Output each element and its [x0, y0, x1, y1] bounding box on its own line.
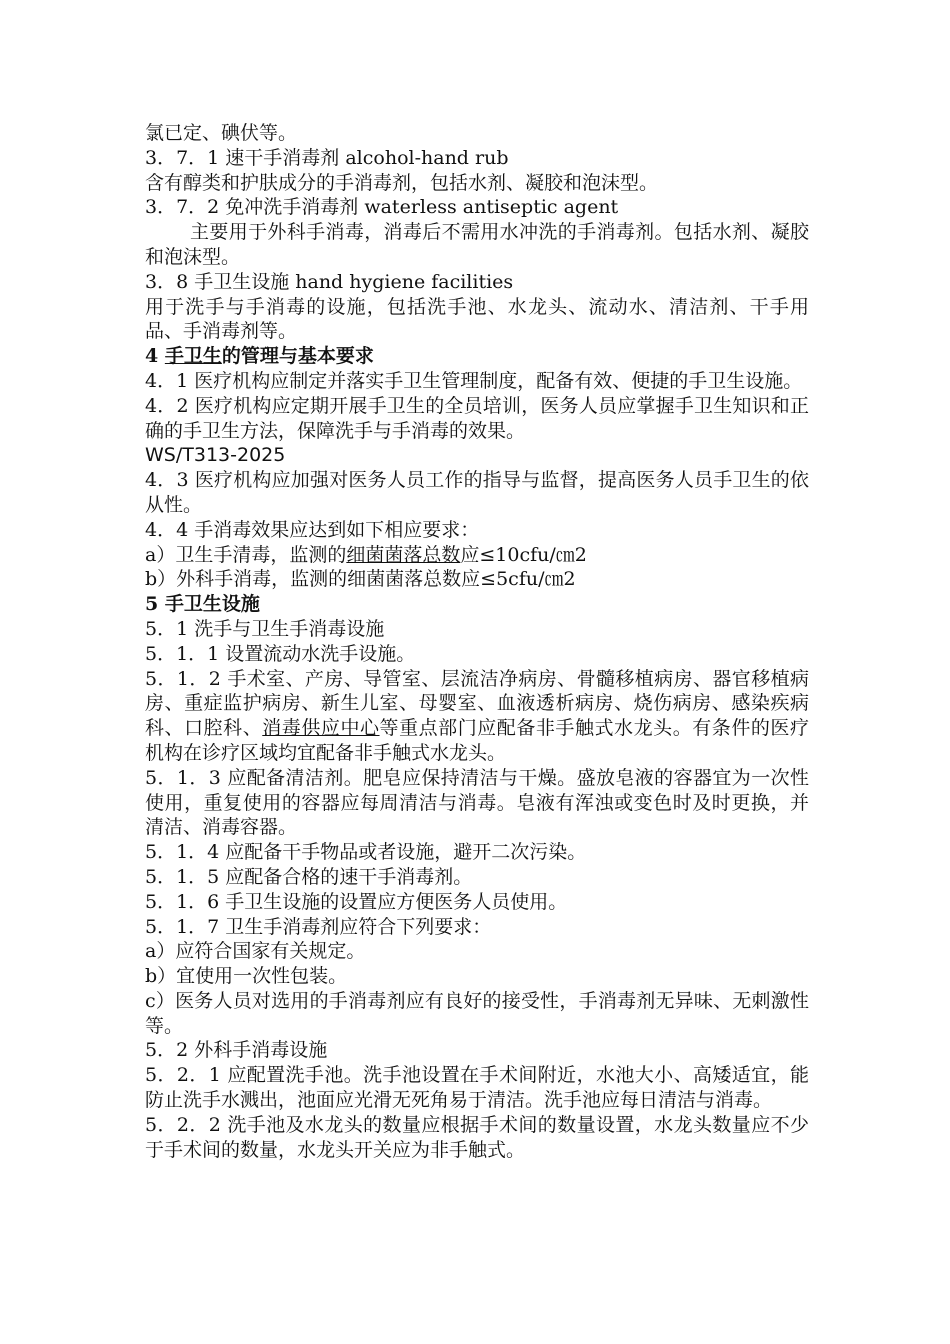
paragraph: 5．2．1 应配置洗手池。洗手池设置在手术间附近，水池大小、高矮适宜，能防止洗手水溅出，池面应光滑无死角易于清洁。洗手池应每日清洁与消毒。 — [145, 1064, 809, 1112]
paragraph: 5．1．7 卫生手消毒剂应符合下列要求： — [145, 915, 492, 938]
hand-hygiene-link[interactable]: 手卫生 — [164, 345, 222, 368]
disinfection-center-link[interactable]: 消毒供应中心 — [262, 717, 380, 740]
paragraph: 5．1．5 应配备合格的速干手消毒剂。 — [145, 865, 473, 888]
list-item: c）医务人员对选用的手消毒剂应有良好的接受性，手消毒剂无异味、无刺激性等。 — [145, 989, 809, 1037]
paragraph: 4．3 医疗机构应加强对医务人员工作的指导与监督，提高医务人员手卫生的依从性。 — [145, 469, 809, 516]
requirement-item-b: b）外科手消毒，监测的细菌菌落总数应≤5cfu/㎝2 — [145, 568, 576, 591]
item-text: 应≤10cfu/㎝2 — [460, 543, 587, 566]
list-item: b）宜使用一次性包装。 — [145, 965, 348, 988]
subsection-heading: 5．1 洗手与卫生手消毒设施 — [145, 617, 385, 640]
item-text: a）卫生手清毒，监测的 — [145, 543, 347, 566]
list-item: a）应符合国家有关规定。 — [145, 940, 366, 963]
paragraph: 5．1．1 设置流动水洗手设施。 — [145, 642, 416, 665]
section-title-rest: 的管理与基本要求 — [221, 345, 374, 368]
bacterial-colony-link[interactable]: 细菌菌落总数 — [346, 543, 461, 566]
paragraph: 主要用于外科手消毒，消毒后不需用水冲洗的手消毒剂。包括水剂、凝胶和泡沫型。 — [145, 221, 809, 268]
paragraph: 4．2 医疗机构应定期开展手卫生的全员培训，医务人员应掌握手卫生知识和正确的手卫生方法，保障洗手与手消毒的效果。 — [145, 394, 809, 442]
paragraph: 用于洗手与手消毒的设施，包括洗手池、水龙头、流动水、清洁剂、干手用品、手消毒剂等。 — [145, 295, 809, 343]
paragraph: 氯已定、碘伏等。 — [145, 122, 298, 144]
paragraph: 4．4 手消毒效果应达到如下相应要求： — [145, 518, 480, 541]
subsection-heading: 5．2 外科手消毒设施 — [145, 1039, 328, 1062]
paragraph: 4．1 医疗机构应制定并落实手卫生管理制度，配备有效、便捷的手卫生设施。 — [145, 369, 803, 392]
paragraph: 5．1．3 应配备清洁剂。肥皂应保持清洁与干燥。盛放皂液的容器宜为一次性使用，重复使用的容器应每周清洁与消毒。皂液有浑浊或变色时及时更换，并清洁、消毒容器。 — [145, 766, 809, 839]
paragraph: 5．2．2 洗手池及水龙头的数量应根据手术间的数量设置，水龙头数量应不少于手术间的数量，水龙头开关应为非手触式。 — [145, 1113, 809, 1161]
section-heading-5: 5 手卫生设施 — [145, 593, 260, 616]
document-page — [145, 121, 809, 1162]
clause-heading: 3．7．1 速干手消毒剂 alcohol-hand rub — [145, 146, 509, 169]
paragraph: 5．1．6 手卫生设施的设置应方便医务人员使用。 — [145, 890, 568, 913]
clause-heading: 3．8 手卫生设施 hand hygiene facilities — [145, 270, 514, 293]
requirement-item-a — [145, 543, 809, 568]
paragraph: 5．1．4 应配备干手物品或者设施，避开二次污染。 — [145, 841, 587, 864]
clause-heading: 3．7．2 免冲洗手消毒剂 waterless antiseptic agent — [145, 196, 619, 219]
section-number: 4 — [145, 345, 165, 368]
section-heading-4 — [145, 344, 809, 369]
standard-code: WS/T313-2025 — [145, 444, 286, 467]
paragraph-text: 等重点部门应配备非手触式水龙头。有条件的医疗机构在诊疗区域均宜配备非手触式水龙头。 — [145, 717, 809, 764]
paragraph — [145, 667, 809, 766]
paragraph-text: 5．1．2 手术室、产房、导管室、层流洁净病房、骨髓移植病房、器官移植病房、重症监护病房、新生儿室、母婴室、血液透析病房、烧伤病房、感染疾病科、口腔科、 — [145, 667, 809, 740]
paragraph: 含有醇类和护肤成分的手消毒剂，包括水剂、凝胶和泡沫型。 — [145, 171, 659, 194]
